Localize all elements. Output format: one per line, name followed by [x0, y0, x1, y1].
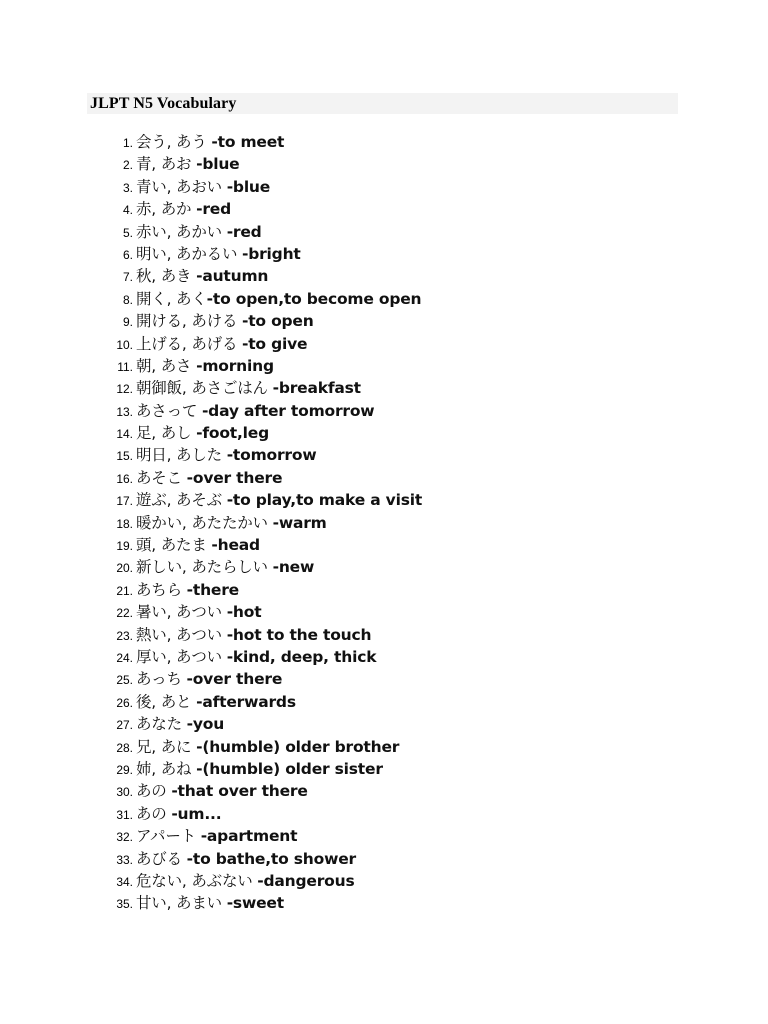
item-text	[136, 378, 361, 398]
page-title: JLPT N5 Vocabulary	[90, 95, 237, 112]
item-number: 4.	[122, 203, 133, 218]
item-number: 15.	[116, 449, 133, 464]
item-english: -you	[186, 715, 225, 734]
item-english: -(humble) older brother	[196, 737, 400, 756]
item-number: 22.	[116, 606, 133, 621]
item-english: -tomorrow	[226, 446, 317, 465]
item-number: 21.	[116, 583, 133, 598]
item-japanese: あちら	[136, 580, 187, 599]
item-number: 24.	[116, 650, 133, 665]
item-number: 13.	[116, 404, 133, 419]
item-number: 5.	[122, 225, 133, 240]
item-text	[136, 289, 421, 309]
item-japanese: 厚い, あつい	[136, 647, 227, 666]
item-english: -afterwards	[196, 692, 296, 711]
item-text	[136, 625, 371, 645]
item-number: 20.	[116, 561, 133, 576]
item-english: -to bathe,to shower	[186, 849, 356, 868]
item-japanese: 暑い, あつい	[136, 603, 227, 622]
item-english: -foot,leg	[196, 424, 269, 443]
item-number: 14.	[116, 427, 133, 442]
item-text	[136, 132, 284, 152]
item-text	[136, 177, 270, 197]
item-number: 8.	[122, 292, 133, 307]
item-japanese: 青, あお	[136, 155, 197, 174]
item-number: 26.	[116, 695, 133, 710]
item-japanese: 兄, あに	[136, 737, 197, 756]
item-japanese: 開ける, あける	[136, 312, 242, 331]
item-number: 23.	[116, 628, 133, 643]
item-japanese: 秋, あき	[136, 267, 197, 286]
item-number: 35.	[116, 897, 133, 912]
item-number: 2.	[122, 158, 133, 173]
item-text	[136, 602, 261, 622]
title-bar	[87, 93, 678, 114]
item-english: -over there	[186, 670, 283, 689]
item-text	[136, 781, 308, 801]
item-text	[136, 401, 374, 421]
item-number: 31.	[116, 807, 133, 822]
item-text	[136, 445, 316, 465]
item-japanese: あそこ	[136, 468, 187, 487]
item-japanese: 赤い, あかい	[136, 222, 227, 241]
item-text	[136, 557, 314, 577]
item-number: 7.	[122, 270, 133, 285]
item-number: 12.	[116, 382, 133, 397]
item-japanese: あさって	[136, 401, 202, 420]
item-english: -autumn	[196, 267, 269, 286]
item-number: 1.	[122, 136, 133, 150]
item-text	[136, 647, 376, 667]
item-english: -blue	[196, 155, 240, 174]
item-number: 34.	[116, 874, 133, 889]
item-text	[136, 759, 383, 779]
item-japanese: あの	[136, 782, 172, 801]
item-text	[136, 154, 239, 174]
item-english: -breakfast	[272, 379, 361, 398]
item-text	[136, 535, 260, 555]
item-japanese: 頭, あたま	[136, 536, 212, 555]
item-number: 29.	[116, 762, 133, 777]
item-number: 9.	[122, 315, 133, 330]
item-english: -bright	[241, 244, 301, 263]
item-english: -to meet	[211, 133, 285, 151]
item-number: 28.	[116, 740, 133, 755]
item-japanese: 足, あし	[136, 424, 197, 443]
item-japanese: 熱い, あつい	[136, 625, 227, 644]
item-text	[136, 199, 231, 219]
item-text	[136, 490, 422, 510]
item-japanese: 新しい, あたらしい	[136, 558, 273, 577]
item-text	[136, 356, 274, 376]
item-english: -over there	[186, 468, 283, 487]
item-english: -new	[272, 558, 315, 577]
item-english: -that over there	[171, 782, 308, 801]
item-english: -red	[196, 200, 231, 219]
item-japanese: 青い, あおい	[136, 177, 227, 196]
item-japanese: 遊ぶ, あそぶ	[136, 491, 227, 510]
item-text	[136, 244, 301, 264]
item-english: -hot to the touch	[226, 625, 372, 644]
item-text	[136, 714, 224, 734]
item-japanese: 明い, あかるい	[136, 244, 242, 263]
item-number: 30.	[116, 785, 133, 800]
item-english: -morning	[196, 356, 274, 375]
item-text	[136, 266, 268, 286]
item-english: -to open,to become open	[206, 289, 422, 308]
item-text	[136, 334, 307, 354]
item-text	[136, 871, 354, 891]
item-number: 25.	[116, 673, 133, 688]
item-english: -blue	[226, 177, 271, 196]
item-japanese: 朝御飯, あさごはん	[136, 379, 273, 398]
item-number: 11.	[117, 359, 133, 374]
item-number: 33.	[116, 852, 133, 867]
item-english: -red	[226, 222, 262, 241]
item-english: -(humble) older sister	[196, 759, 383, 778]
item-english: -kind, deep, thick	[226, 647, 377, 666]
item-english: -sweet	[226, 894, 284, 913]
item-number: 19.	[116, 539, 133, 554]
item-number: 27.	[116, 718, 133, 733]
item-english: -warm	[272, 513, 327, 532]
item-english: -head	[211, 536, 260, 555]
item-english: -um...	[171, 804, 222, 823]
item-text	[136, 513, 327, 533]
item-number: 17.	[116, 494, 133, 509]
item-japanese: あなた	[136, 715, 187, 734]
item-japanese: 後, あと	[136, 692, 197, 711]
item-english: -dangerous	[257, 871, 355, 890]
item-japanese: 暖かい, あたたかい	[136, 513, 273, 532]
item-japanese: 朝, あさ	[136, 356, 197, 375]
item-text	[136, 311, 314, 331]
item-english: -hot	[226, 603, 262, 622]
item-text	[136, 804, 221, 824]
item-text	[136, 849, 356, 869]
item-number: 16.	[116, 471, 133, 486]
item-text	[136, 692, 296, 712]
item-japanese: 姉, あね	[136, 759, 197, 778]
item-english: -to play,to make a visit	[226, 491, 423, 510]
item-number: 32.	[116, 830, 133, 845]
item-japanese: 危ない, あぶない	[136, 871, 258, 890]
item-japanese: あの	[136, 804, 172, 823]
item-number: 10.	[116, 337, 133, 352]
item-text	[136, 737, 399, 757]
item-english: -apartment	[200, 827, 298, 846]
item-japanese: 明日, あした	[136, 446, 227, 465]
item-number: 6.	[122, 247, 133, 262]
item-japanese: 開く, あく	[136, 289, 207, 308]
item-text	[136, 468, 282, 488]
item-japanese: 会う, あう	[136, 133, 212, 151]
item-japanese: あびる	[136, 849, 187, 868]
item-japanese: アパート	[136, 827, 201, 846]
item-japanese: 上げる, あげる	[136, 334, 242, 353]
item-text	[136, 669, 282, 689]
item-english: -to give	[241, 334, 308, 353]
item-text	[136, 826, 297, 846]
item-japanese: あっち	[136, 670, 187, 689]
item-japanese: 甘い, あまい	[136, 894, 227, 913]
item-english: -there	[186, 580, 239, 599]
item-english: -day after tomorrow	[201, 401, 375, 420]
item-english: -to open	[241, 312, 314, 331]
item-text	[136, 893, 284, 913]
item-japanese: 赤, あか	[136, 200, 197, 219]
item-number: 3.	[122, 180, 133, 195]
item-number: 18.	[116, 516, 133, 531]
item-text	[136, 423, 269, 443]
item-text	[136, 580, 239, 600]
item-text	[136, 222, 262, 242]
